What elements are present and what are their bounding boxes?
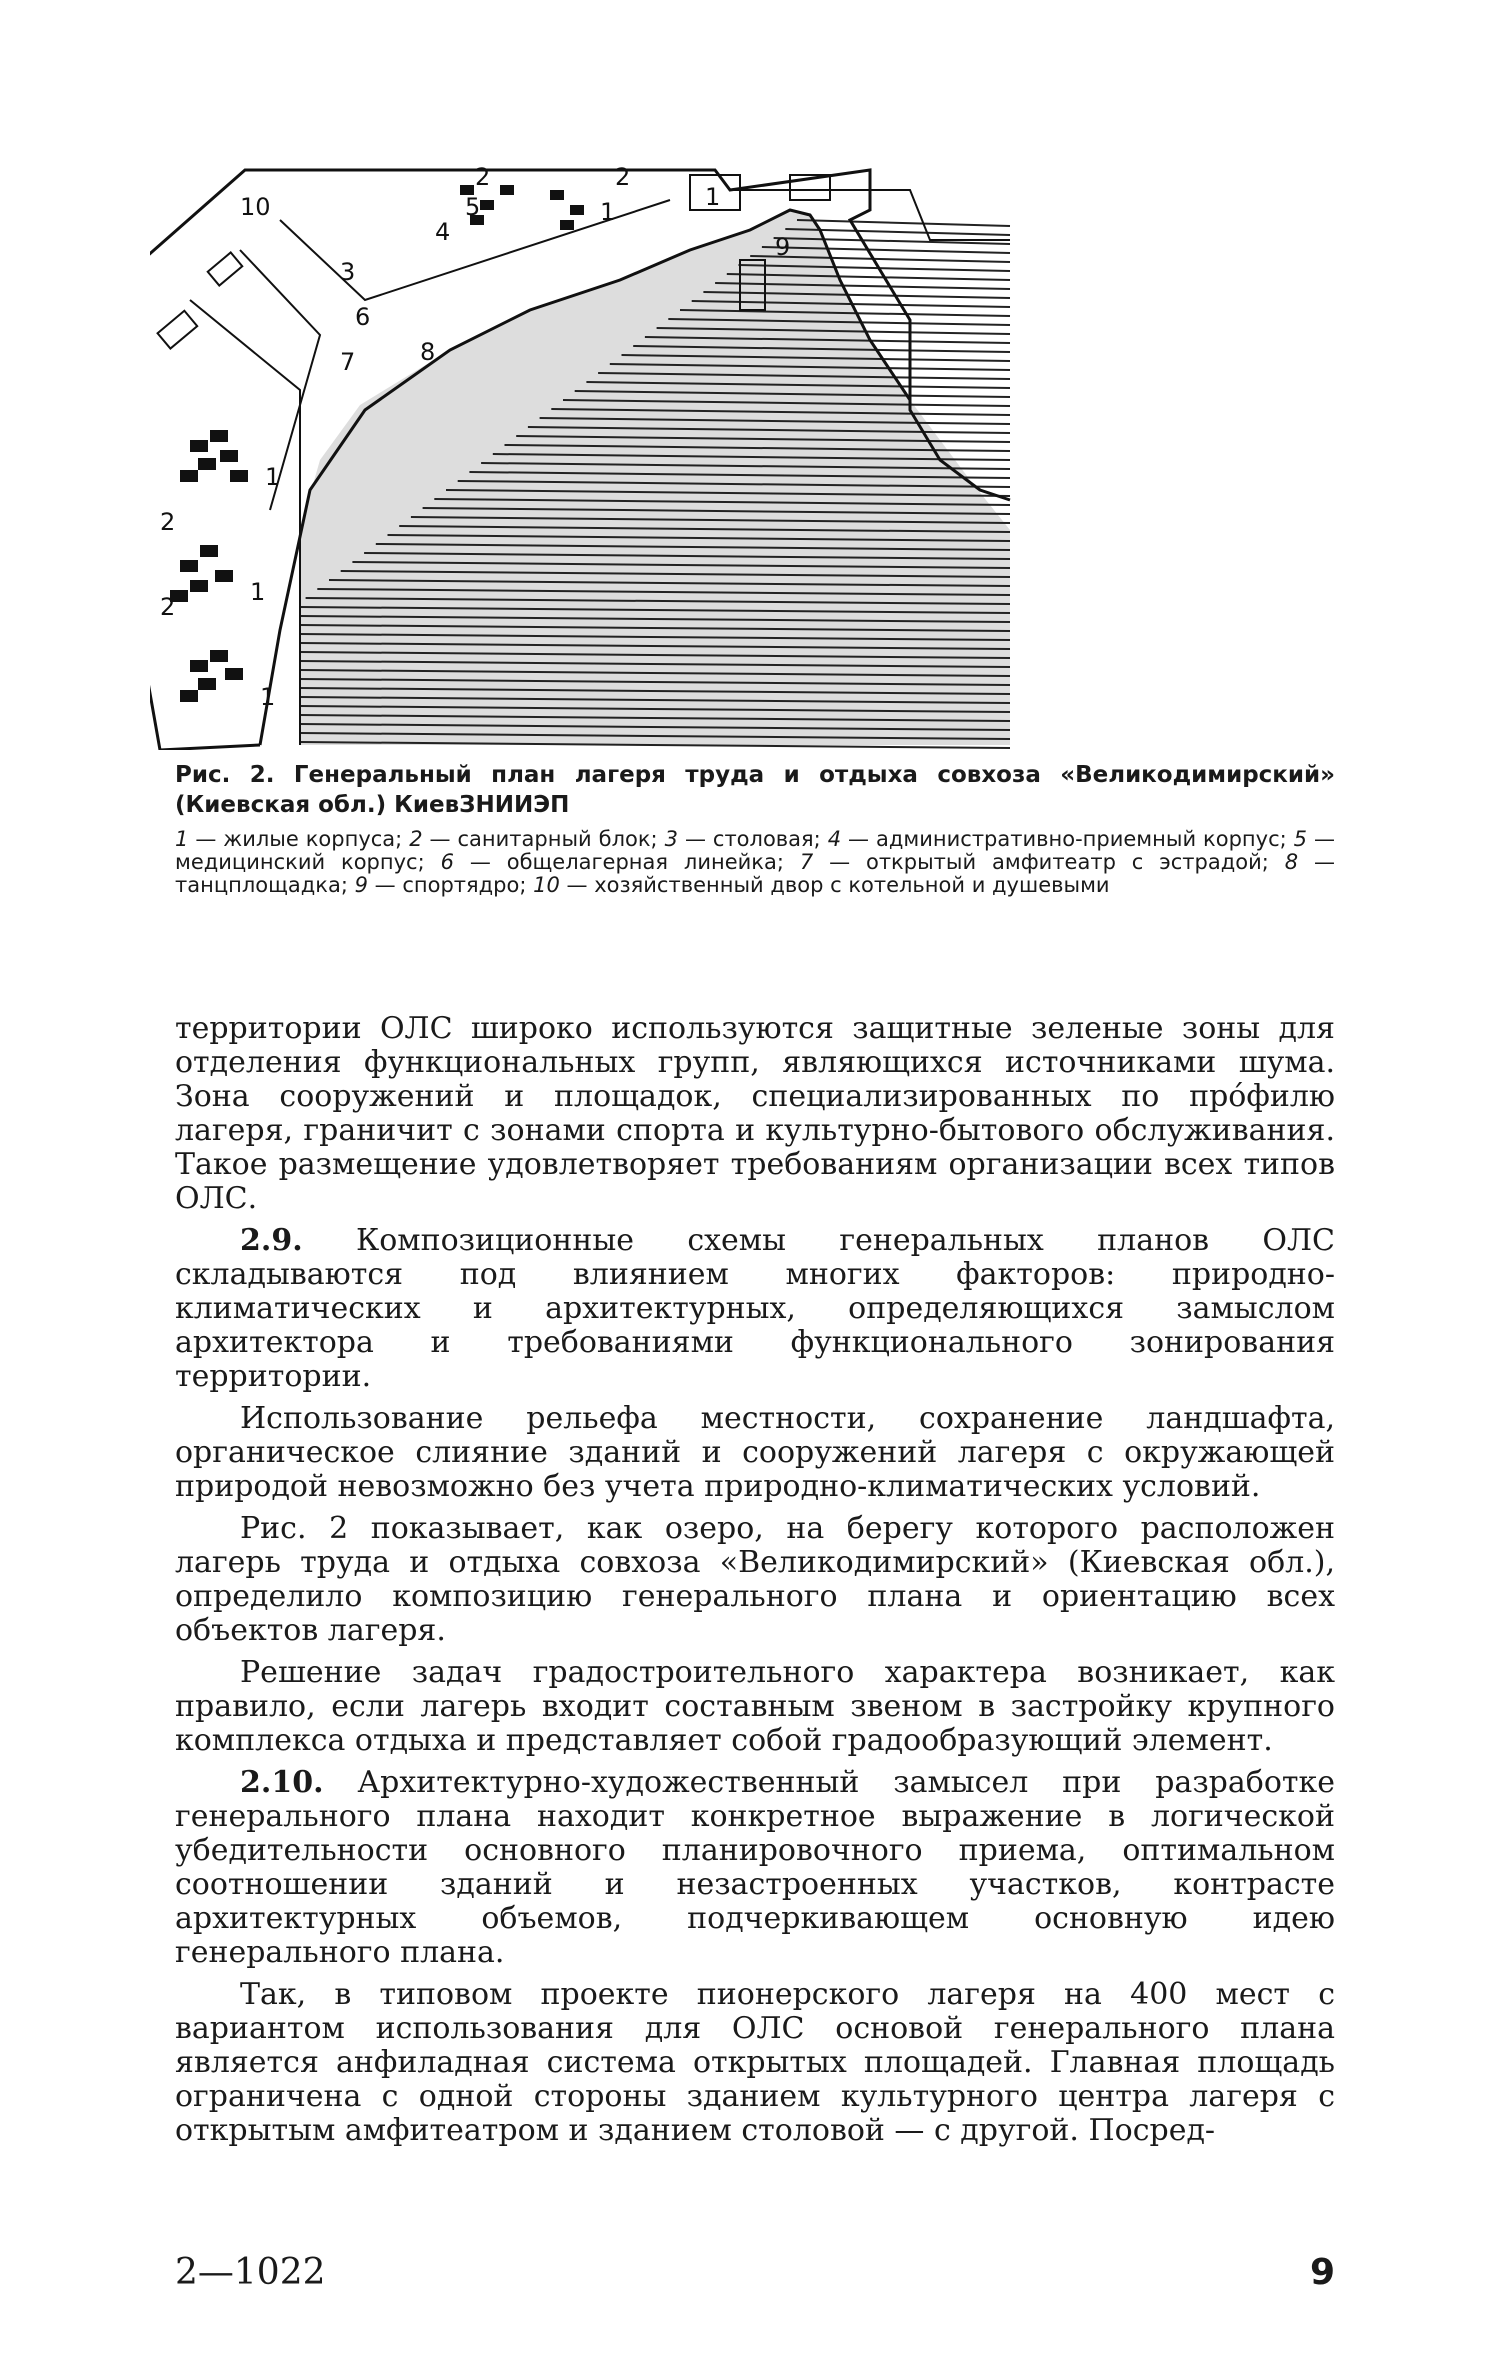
legend-text: — административно-приемный корпус;	[841, 827, 1294, 851]
plan-label: 2	[160, 593, 176, 621]
legend-text: — санитарный блок;	[422, 827, 665, 851]
paragraph: Так, в типовом проекте пионерского лагеря на 400 мест с вариантом использования для ОЛС основой генерального плана является анфиладная система открытых площадей. Главная площадь ограничена с одной стороны зданием культурного центра лагеря с открытым амфитеатром и зданием столовой — с другой. Посред-	[175, 1977, 1335, 2148]
plan-label: 2	[475, 163, 491, 191]
paragraph: территории ОЛС широко используются защитные зеленые зоны для отделения функциональных групп, являющихся источниками шума. Зона сооружений и площадок, специализированных по прóфилю лагеря, граничит с зонами спорта и культурно-бытового обслуживания. Такое размещение удовлетворяет требованиям организации всех типов ОЛС.	[175, 1011, 1335, 1216]
legend-text: — спортядро;	[367, 873, 534, 897]
legend-number: 9	[354, 873, 368, 897]
plan-label: 1	[600, 198, 616, 226]
page-number: 9	[1309, 2252, 1335, 2293]
legend-text: — хозяйственный двор с котельной и душевыми	[559, 873, 1110, 897]
plan-label: 1	[705, 183, 721, 211]
plan-label: 9	[775, 233, 791, 261]
paragraph	[175, 1766, 1335, 1970]
paragraph: Использование рельефа местности, сохранение ландшафта, органическое слияние зданий и сооружений лагеря с окружающей природой невозможно без учета природно-климатических условий.	[175, 1401, 1335, 1504]
lake-hatching	[300, 210, 1010, 748]
section-number: 2.9.	[240, 1223, 303, 1258]
site-plan-figure	[150, 160, 1310, 750]
legend-number: 4	[827, 827, 842, 851]
hatch-line	[797, 220, 1010, 226]
legend-number: 5	[1293, 827, 1308, 851]
paragraph	[175, 1224, 1335, 1394]
plan-label: 1	[265, 463, 281, 491]
legend-number: 2	[409, 827, 423, 851]
plan-label: 4	[435, 218, 451, 246]
plan-label: 1	[250, 578, 266, 606]
plan-label: 7	[340, 348, 356, 376]
plan-label: 2	[160, 508, 176, 536]
legend-number: 7	[799, 850, 814, 874]
body-text	[175, 1012, 1335, 2156]
plan-label: 6	[355, 303, 371, 331]
caption-legend	[175, 828, 1335, 897]
paragraph-text: Композиционные схемы генеральных планов ОЛС складываются под влиянием многих факторов: природно-климатических и архитектурных, определяющихся замыслом архитектора и требованиями функционального зонирования территории.	[175, 1223, 1335, 1394]
legend-number: 3	[664, 827, 678, 851]
caption-title: Рис. 2. Генеральный план лагеря труда и отдыха совхоза «Великодимирский» (Киевская обл.) КиевЗНИИЭП	[175, 762, 1335, 818]
signature-mark: 2—1022	[175, 2252, 326, 2293]
legend-text: — танцплощадка;	[175, 850, 1335, 897]
legend-number: 8	[1284, 850, 1299, 874]
section-number: 2.10.	[240, 1765, 324, 1800]
legend-number: 6	[440, 850, 454, 874]
plan-label: 3	[340, 258, 356, 286]
paragraph: Рис. 2 показывает, как озеро, на берегу которого расположен лагерь труда и отдыха совхоза «Великодимирский» (Киевская обл.), определило композицию генерального плана и ориентацию всех объектов лагеря.	[175, 1511, 1335, 1648]
legend-text: — медицинский корпус;	[175, 827, 1335, 874]
legend-text: — жилые корпуса;	[188, 827, 410, 851]
site-plan-drawing	[150, 160, 1310, 750]
residential-block-3	[180, 650, 243, 702]
legend-number: 10	[533, 873, 560, 897]
plan-label: 5	[465, 193, 481, 221]
legend-text: — общелагерная линейка;	[453, 850, 800, 874]
plan-label: 2	[615, 163, 631, 191]
residential-block-2	[170, 545, 233, 602]
plan-label: 10	[240, 193, 271, 221]
legend-number: 1	[175, 827, 189, 851]
plan-label: 1	[260, 683, 276, 711]
paragraph: Решение задач градостроительного характера возникает, как правило, если лагерь входит составным звеном в застройку крупного комплекса отдыха и представляет собой градообразующий элемент.	[175, 1655, 1335, 1758]
residential-block-1	[180, 430, 248, 482]
legend-text: — столовая;	[677, 827, 828, 851]
legend-text: — открытый амфитеатр с эстрадой;	[813, 850, 1285, 874]
plan-label: 8	[420, 338, 436, 366]
figure-caption	[175, 760, 1335, 897]
paragraph-text: Архитектурно-художественный замысел при разработке генерального плана находит конкретное выражение в логической убедительности основного планировочного приема, оптимальном соотношении зданий и незастроенных участков, контрасте архитектурных объемов, подчеркивающем основную идею генерального плана.	[175, 1765, 1335, 1970]
